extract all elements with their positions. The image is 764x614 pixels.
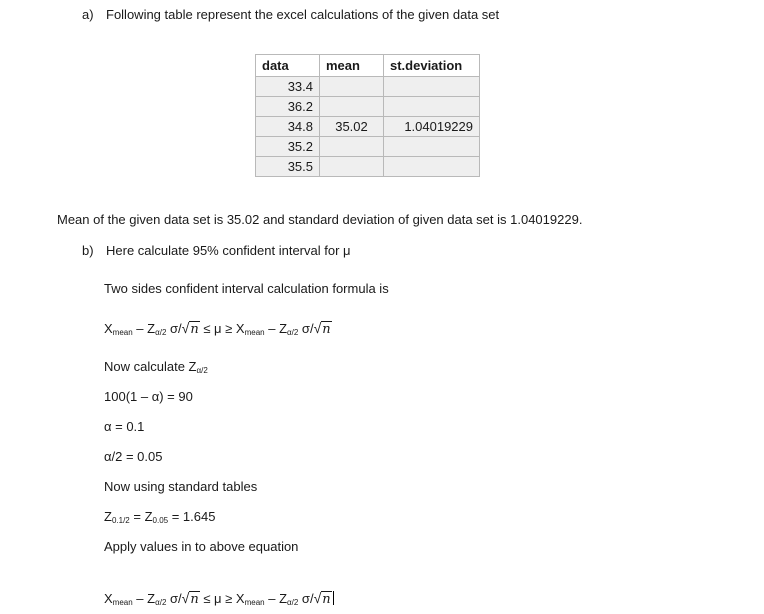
z1-sub: 0.1/2 — [111, 516, 130, 525]
equation-2: α = 0.1 — [104, 419, 145, 434]
formula-x: X — [104, 321, 113, 336]
formula-mean-sub: mean — [112, 328, 133, 337]
section-b-line — [82, 243, 351, 258]
cell-st-deviation — [384, 157, 480, 177]
z-result: = 1.645 — [168, 509, 216, 524]
equation-1: 100(1 – α) = 90 — [104, 389, 193, 404]
z-eq-mid: = Z — [129, 509, 153, 524]
z2-sub: 0.05 — [152, 516, 169, 525]
now-calc-text: Now calculate Z — [104, 359, 197, 374]
formula-z-sub: α/2 — [287, 598, 299, 607]
formula-minus-z: – Z — [132, 321, 156, 336]
formula-mean-sub: mean — [244, 598, 265, 607]
sqrt-n: √n — [181, 590, 199, 607]
formula-z-sub: α/2 — [287, 328, 299, 337]
formula-mean-sub: mean — [244, 328, 265, 337]
formula-line-1 — [104, 320, 332, 337]
text-cursor[interactable] — [333, 591, 334, 605]
section-a-text: Following table represent the excel calculations of the given data set — [106, 7, 500, 22]
formula-sigma: σ/ — [298, 321, 314, 336]
formula-minus-z: – Z — [264, 591, 288, 606]
formula-intro: Two sides confident interval calculation formula is — [104, 281, 389, 296]
formula-z-sub: α/2 — [155, 328, 167, 337]
cell-mean — [320, 97, 384, 117]
apply-text: Apply values in to above equation — [104, 539, 299, 554]
now-calc-sub: α/2 — [196, 366, 208, 375]
cell-st-deviation: 1.04019229 — [384, 117, 480, 137]
cell-data: 33.4 — [256, 77, 320, 97]
table-row — [256, 137, 480, 157]
now-calc-line — [104, 359, 208, 375]
z-equation — [104, 509, 215, 525]
sqrt-n: √n — [313, 320, 331, 337]
equation-3: α/2 = 0.05 — [104, 449, 163, 464]
cell-data: 35.5 — [256, 157, 320, 177]
formula-sigma: σ/ — [166, 321, 182, 336]
cell-mean — [320, 157, 384, 177]
formula-inequality: ≤ μ ≥ — [199, 321, 236, 336]
formula-minus-z: – Z — [264, 321, 288, 336]
cell-mean — [320, 137, 384, 157]
header-mean: mean — [320, 55, 384, 77]
section-b-label: b) — [82, 243, 94, 258]
cell-data: 35.2 — [256, 137, 320, 157]
formula-z-sub: α/2 — [155, 598, 167, 607]
formula-line-2 — [104, 590, 334, 607]
formula-sigma: σ/ — [298, 591, 314, 606]
formula-minus-z: – Z — [132, 591, 156, 606]
table-row — [256, 77, 480, 97]
cell-st-deviation — [384, 77, 480, 97]
formula-x: X — [104, 591, 113, 606]
header-st-deviation: st.deviation — [384, 55, 480, 77]
table-row — [256, 117, 480, 137]
table-row — [256, 157, 480, 177]
cell-st-deviation — [384, 97, 480, 117]
header-data: data — [256, 55, 320, 77]
sqrt-n: √n — [181, 320, 199, 337]
formula-mean-sub: mean — [112, 598, 133, 607]
section-a-label: a) — [82, 7, 94, 22]
cell-data: 34.8 — [256, 117, 320, 137]
cell-mean — [320, 77, 384, 97]
formula-x: X — [235, 321, 245, 336]
table-header-row — [256, 55, 480, 77]
cell-data: 36.2 — [256, 97, 320, 117]
summary-text: Mean of the given data set is 35.02 and standard deviation of given data set is 1.04019229. — [57, 212, 583, 227]
excel-table — [255, 54, 480, 177]
formula-x: X — [235, 591, 245, 606]
sqrt-n: √n — [313, 590, 331, 607]
z1: Z — [104, 509, 112, 524]
section-a-line — [82, 7, 499, 22]
formula-inequality: ≤ μ ≥ — [199, 591, 236, 606]
table-row — [256, 97, 480, 117]
standard-tables-text: Now using standard tables — [104, 479, 258, 494]
cell-mean: 35.02 — [320, 117, 384, 137]
section-b-text: Here calculate 95% confident interval for μ — [106, 243, 351, 258]
formula-sigma: σ/ — [166, 591, 182, 606]
cell-st-deviation — [384, 137, 480, 157]
